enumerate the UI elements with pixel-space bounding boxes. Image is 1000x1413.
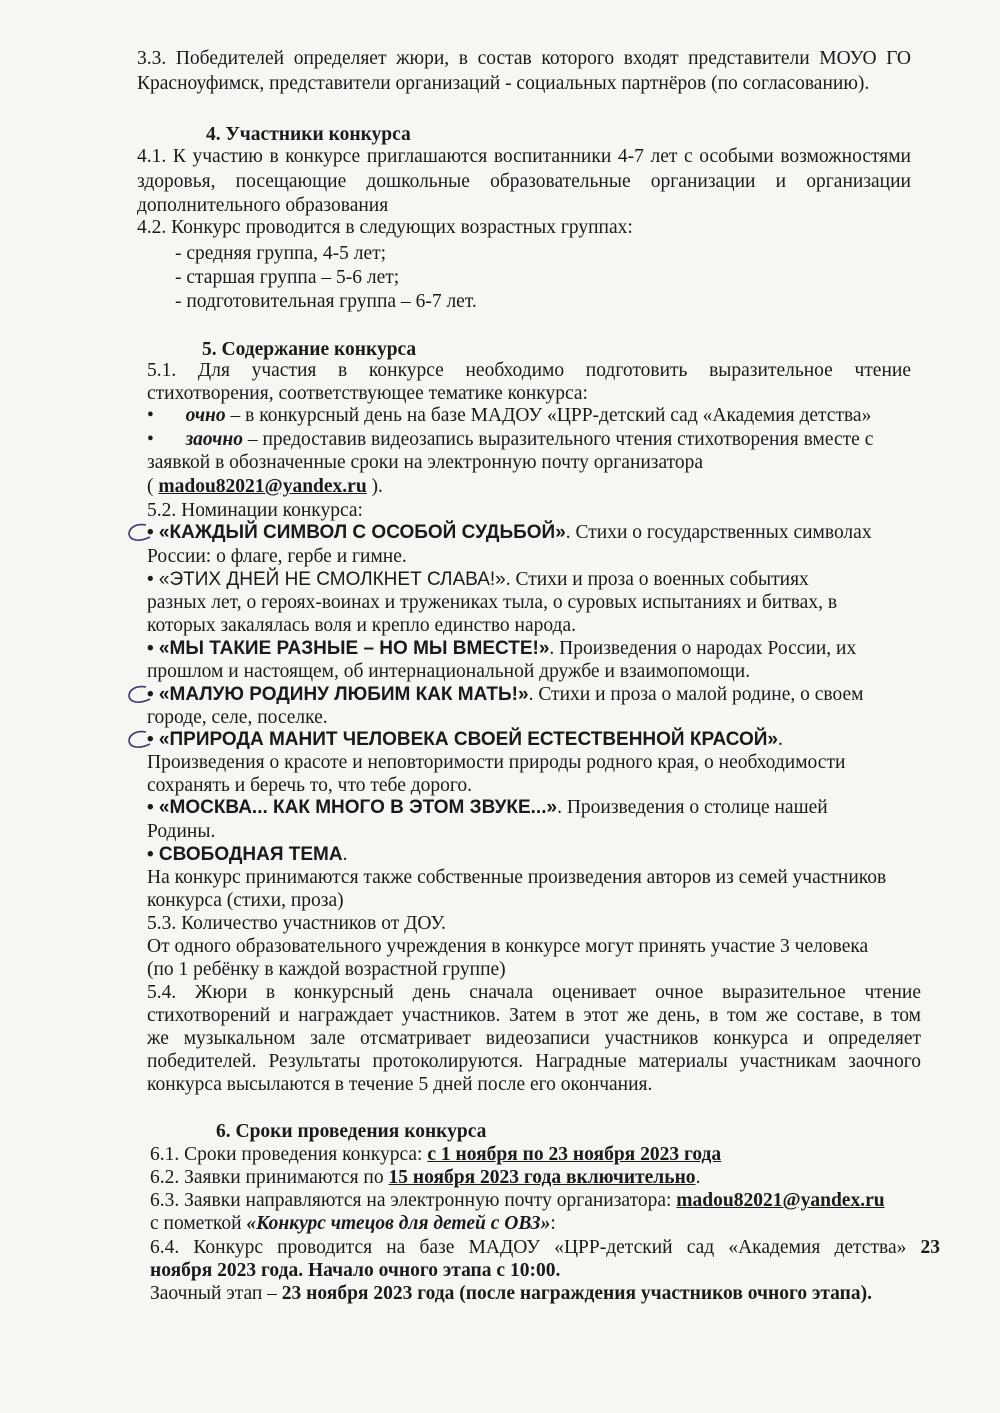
paragraph-5-1-line-2: стихотворения, соответствующее тематике конкурса: <box>147 383 588 404</box>
nomination-6-text: . Произведения о столице нашей <box>557 797 828 818</box>
nomination-3-text: . Произведения о народах России, их <box>549 638 857 659</box>
paragraph-5-3-line-2: От одного образовательного учреждения в конкурсе могут принять участие 3 человека <box>147 936 869 957</box>
bullet-ochno <box>147 404 871 428</box>
nomination-6-title: • «МОСКВА... КАК МНОГО В ЭТОМ ЗВУКЕ...» <box>147 797 558 818</box>
paragraph-3-3-line-2: Красноуфимск, представители организаций - социальных партнёров (по согласованию). <box>137 73 870 94</box>
bullet-marker: • <box>147 429 154 450</box>
nomination-5-line-3: сохранять и беречь то, что тебе дорого. <box>147 775 473 796</box>
zaochno-line-2: заявкой в обозначенные сроки на электронную почту организатора <box>147 452 704 473</box>
contest-dates: с 1 ноября по 23 ноября 2023 года <box>427 1144 722 1165</box>
paragraph-6-3-line-2 <box>150 1212 556 1236</box>
section-5-heading: 5. Содержание конкурса <box>202 339 417 360</box>
mark-colon: : <box>550 1213 556 1234</box>
nomination-3 <box>147 637 856 661</box>
nomination-4 <box>147 683 863 707</box>
zaochno-term: заочно <box>185 429 243 450</box>
paragraph-4-1-line-3: дополнительного образования <box>137 195 389 216</box>
paragraph-6-4 <box>150 1236 940 1260</box>
nomination-3-line-2: прошлом и настоящем, об интернациональной дружбе и взаимопомощи. <box>147 661 751 682</box>
zaochno-text: – предоставив видеозапись выразительного чтения стихотворения вместе с <box>243 429 874 450</box>
age-group-item: - старшая группа – 5-6 лет; <box>175 267 400 288</box>
paragraph-5-4-line-2: стихотворений и награждает участников. Затем в этот же день, в том же составе, в том <box>147 1005 921 1026</box>
paragraph-3-3-line-1: 3.3. Победителей определяет жюри, в состав которого входят представители МОУО ГО <box>137 48 911 69</box>
pen-mark-icon <box>126 684 154 706</box>
mark-label: с пометкой <box>150 1213 247 1234</box>
nomination-7-text: . <box>342 844 348 865</box>
ochno-text: – в конкурсный день на базе МАДОУ «ЦРР-детский сад «Академия детства» <box>225 405 872 426</box>
nomination-2 <box>147 568 809 592</box>
paragraph-5-3: 5.3. Количество участников от ДОУ. <box>147 913 446 934</box>
paragraph-5-4-line-5: конкурса высылаются в течение 5 дней после его окончания. <box>147 1074 653 1095</box>
application-mark: «Конкурс чтецов для детей с ОВЗ» <box>246 1213 551 1234</box>
paragraph-4-1-line-2: здоровья, посещающие дошкольные образовательные организации и организации <box>137 171 911 192</box>
own-works-line-1: На конкурс принимаются также собственные произведения авторов из семей участников <box>147 867 887 888</box>
paragraph-5-3-line-3: (по 1 ребёнку в каждой возрастной группе) <box>147 959 506 980</box>
email-bracket-open: ( <box>147 476 159 497</box>
nomination-7-title: • СВОБОДНАЯ ТЕМА <box>147 844 343 865</box>
age-group-item: - средняя группа, 4-5 лет; <box>175 243 387 264</box>
nomination-4-text: . Стихи и проза о малой родине, о своем <box>528 684 864 705</box>
application-deadline: 15 ноября 2023 года включительно <box>388 1167 696 1188</box>
nomination-4-line-2: городе, селе, поселке. <box>147 707 328 728</box>
paragraph-6-1-label: 6.1. Сроки проведения конкурса: <box>150 1144 428 1165</box>
nomination-3-title: • «МЫ ТАКИЕ РАЗНЫЕ – НО МЫ ВМЕСТЕ!» <box>147 638 550 659</box>
paragraph-5-4-line-3: же музыкальном зале отсматривает видеозаписи участников конкурса и определяет <box>147 1028 921 1049</box>
section-6-heading: 6. Сроки проведения конкурса <box>216 1121 487 1142</box>
paragraph-6-2-label: 6.2. Заявки принимаются по <box>150 1167 389 1188</box>
nomination-2-line-2: разных лет, о героях-воинах и тружениках тыла, о суровых испытаниях и битвах, в <box>147 592 838 613</box>
pen-mark-icon <box>126 729 154 751</box>
nomination-2-text: . Стихи и проза о военных событиях <box>505 569 809 590</box>
nomination-6-line-2: Родины. <box>147 821 216 842</box>
bullet-marker: • <box>147 405 154 426</box>
nomination-2-line-3: которых закалялась воля и крепло единство народа. <box>147 615 577 636</box>
email-line <box>147 475 383 499</box>
section-4-heading: 4. Участники конкурса <box>206 124 411 145</box>
paragraph-6-3-label: 6.3. Заявки направляются на электронную почту организатора: <box>150 1190 677 1211</box>
paragraph-6-1 <box>150 1143 721 1167</box>
paragraph-4-1-line-1: 4.1. К участию в конкурсе приглашаются воспитанники 4-7 лет с особыми возможностями <box>137 146 911 167</box>
paragraph-6-4-text: 6.4. Конкурс проводится на базе МАДОУ «ЦРР-детский сад «Академия детства» <box>150 1237 907 1258</box>
nomination-5-text: . <box>777 729 783 750</box>
paragraph-6-4-line-3 <box>150 1282 872 1306</box>
paragraph-5-4-line-4: победителей. Результаты протоколируются. Наградные материалы участникам заочного <box>147 1051 921 1072</box>
paragraph-6-3 <box>150 1189 885 1213</box>
organizer-email-link-2[interactable]: madou82021@yandex.ru <box>676 1190 885 1211</box>
nomination-5-title: • «ПРИРОДА МАНИТ ЧЕЛОВЕКА СВОЕЙ ЕСТЕСТВЕННОЙ КРАСОЙ» <box>147 729 778 750</box>
nomination-5 <box>147 728 783 752</box>
nomination-6 <box>147 796 828 820</box>
paragraph-6-2-end: . <box>695 1167 701 1188</box>
nomination-7 <box>147 843 347 867</box>
remote-stage-date: 23 ноября 2023 года (после награждения участников очного этапа). <box>281 1283 873 1304</box>
paragraph-6-4-date-start: 23 <box>906 1237 940 1258</box>
bullet-zaochno <box>147 428 873 452</box>
paragraph-5-4-line-1: 5.4. Жюри в конкурсный день сначала оценивает очное выразительное чтение <box>147 982 921 1003</box>
nomination-2-title: • «ЭТИХ ДНЕЙ НЕ СМОЛКНЕТ СЛАВА!» <box>147 569 506 590</box>
organizer-email-link[interactable]: madou82021@yandex.ru <box>158 476 367 497</box>
pen-mark-icon <box>126 522 154 544</box>
paragraph-6-2 <box>150 1166 700 1190</box>
paragraph-6-4-line-2: ноября 2023 года. Начало очного этапа с 10:00. <box>150 1260 561 1281</box>
nomination-4-title: • «МАЛУЮ РОДИНУ ЛЮБИМ КАК МАТЬ!» <box>147 684 529 705</box>
email-bracket-close: ). <box>366 476 383 497</box>
paragraph-5-1-line-1: 5.1. Для участия в конкурсе необходимо подготовить выразительное чтение <box>147 360 911 381</box>
nomination-1 <box>147 521 872 545</box>
nomination-1-text: . Стихи о государственных символах <box>565 522 872 543</box>
nomination-5-line-2: Произведения о красоте и неповторимости природы родного края, о необходимости <box>147 752 846 773</box>
nomination-1-line-2: России: о флаге, гербе и гимне. <box>147 546 407 567</box>
nomination-1-title: • «КАЖДЫЙ СИМВОЛ С ОСОБОЙ СУДЬБОЙ» <box>147 522 566 543</box>
age-group-item: - подготовительная группа – 6-7 лет. <box>175 291 477 312</box>
own-works-line-2: конкурса (стихи, проза) <box>147 890 344 911</box>
paragraph-4-2: 4.2. Конкурс проводится в следующих возрастных группах: <box>137 217 633 238</box>
paragraph-5-2: 5.2. Номинации конкурса: <box>147 500 363 521</box>
ochno-term: очно <box>185 405 226 426</box>
remote-stage-label: Заочный этап – <box>150 1283 282 1304</box>
